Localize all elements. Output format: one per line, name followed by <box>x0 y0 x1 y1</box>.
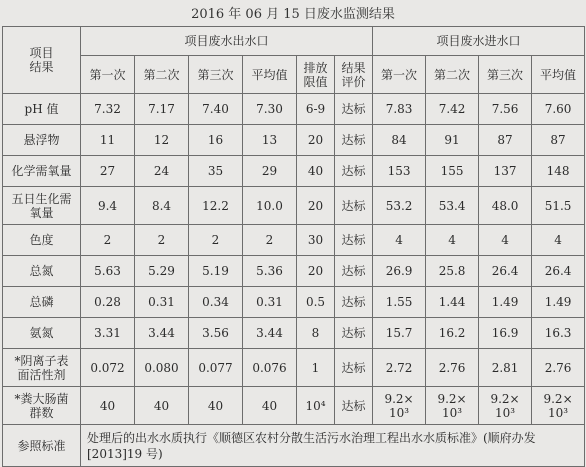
header-column-row <box>3 56 585 94</box>
outlet-value-cell: 2 <box>135 225 189 256</box>
corner-bottom-label: 结果 <box>29 60 54 74</box>
inlet-value-cell: 1.55 <box>373 287 426 318</box>
inlet-value-cell: 155 <box>426 156 479 187</box>
corner-header-cell <box>3 27 81 94</box>
limit-value-cell: 40 <box>297 156 335 187</box>
evaluation-cell: 达标 <box>335 156 373 187</box>
inlet-value-cell: 9.2× 10³ <box>426 387 479 425</box>
table-row <box>3 387 585 425</box>
outlet-value-cell: 8.4 <box>135 187 189 225</box>
inlet-col-header: 第三次 <box>479 56 532 94</box>
outlet-value-cell: 35 <box>189 156 243 187</box>
inlet-value-cell: 2.81 <box>479 349 532 387</box>
row-item-label: 总氮 <box>3 256 81 287</box>
inlet-value-cell: 16.9 <box>479 318 532 349</box>
row-item-label: *粪大肠菌 群数 <box>3 387 81 425</box>
inlet-value-cell: 2.76 <box>426 349 479 387</box>
outlet-value-cell: 12 <box>135 125 189 156</box>
table-row <box>3 318 585 349</box>
outlet-col-header: 平均值 <box>243 56 297 94</box>
outlet-col-header: 第二次 <box>135 56 189 94</box>
inlet-value-cell: 7.42 <box>426 94 479 125</box>
inlet-value-cell: 26.4 <box>532 256 585 287</box>
outlet-value-cell: 12.2 <box>189 187 243 225</box>
table-row <box>3 156 585 187</box>
row-item-label: 悬浮物 <box>3 125 81 156</box>
table-row <box>3 287 585 318</box>
outlet-value-cell: 3.56 <box>189 318 243 349</box>
table-row <box>3 225 585 256</box>
inlet-value-cell: 91 <box>426 125 479 156</box>
document-title: 2016 年 06 月 15 日废水监测结果 <box>191 7 395 22</box>
inlet-value-cell: 4 <box>426 225 479 256</box>
limit-value-cell: 20 <box>297 256 335 287</box>
table-row <box>3 125 585 156</box>
limit-value-cell: 30 <box>297 225 335 256</box>
inlet-value-cell: 87 <box>532 125 585 156</box>
inlet-value-cell: 15.7 <box>373 318 426 349</box>
inlet-value-cell: 9.2× 10³ <box>532 387 585 425</box>
outlet-value-cell: 0.31 <box>135 287 189 318</box>
inlet-value-cell: 7.83 <box>373 94 426 125</box>
outlet-value-cell: 27 <box>81 156 135 187</box>
inlet-value-cell: 7.60 <box>532 94 585 125</box>
outlet-value-cell: 3.31 <box>81 318 135 349</box>
inlet-value-cell: 26.9 <box>373 256 426 287</box>
inlet-value-cell: 4 <box>532 225 585 256</box>
row-item-label: 氨氮 <box>3 318 81 349</box>
outlet-value-cell: 2 <box>189 225 243 256</box>
outlet-value-cell: 0.072 <box>81 349 135 387</box>
inlet-col-header: 第一次 <box>373 56 426 94</box>
inlet-col-header: 平均值 <box>532 56 585 94</box>
inlet-value-cell: 16.3 <box>532 318 585 349</box>
inlet-col-header: 第二次 <box>426 56 479 94</box>
outlet-value-cell: 0.077 <box>189 349 243 387</box>
outlet-value-cell: 7.40 <box>189 94 243 125</box>
outlet-value-cell: 29 <box>243 156 297 187</box>
inlet-value-cell: 87 <box>479 125 532 156</box>
outlet-value-cell: 5.63 <box>81 256 135 287</box>
outlet-value-cell: 24 <box>135 156 189 187</box>
inlet-value-cell: 84 <box>373 125 426 156</box>
inlet-value-cell: 9.2× 10³ <box>373 387 426 425</box>
inlet-value-cell: 1.49 <box>532 287 585 318</box>
limit-value-cell: 6-9 <box>297 94 335 125</box>
inlet-value-cell: 2.76 <box>532 349 585 387</box>
table-row <box>3 349 585 387</box>
inlet-value-cell: 53.4 <box>426 187 479 225</box>
evaluation-cell: 达标 <box>335 187 373 225</box>
outlet-group-header: 项目废水出水口 <box>81 27 373 56</box>
inlet-value-cell: 153 <box>373 156 426 187</box>
inlet-value-cell: 51.5 <box>532 187 585 225</box>
inlet-value-cell: 9.2× 10³ <box>479 387 532 425</box>
corner-top-label: 项目 <box>29 46 54 60</box>
outlet-col-header: 第三次 <box>189 56 243 94</box>
outlet-value-cell: 40 <box>135 387 189 425</box>
outlet-value-cell: 11 <box>81 125 135 156</box>
outlet-value-cell: 40 <box>81 387 135 425</box>
row-item-label: 总磷 <box>3 287 81 318</box>
table-row <box>3 187 585 225</box>
inlet-value-cell: 4 <box>373 225 426 256</box>
outlet-value-cell: 2 <box>81 225 135 256</box>
limit-value-cell: 8 <box>297 318 335 349</box>
inlet-value-cell: 1.44 <box>426 287 479 318</box>
outlet-value-cell: 13 <box>243 125 297 156</box>
row-item-label: *阴离子表 面活性剂 <box>3 349 81 387</box>
evaluation-cell: 达标 <box>335 125 373 156</box>
row-item-label: 五日生化需 氧量 <box>3 187 81 225</box>
outlet-value-cell: 40 <box>189 387 243 425</box>
evaluation-cell: 达标 <box>335 349 373 387</box>
table-row <box>3 94 585 125</box>
reference-standard-text: 处理后的出水水质执行《顺德区农村分散生活污水治理工程出水水质标准》(顺府办发[2013]19 号) <box>81 425 585 467</box>
reference-row <box>3 425 585 467</box>
outlet-value-cell: 7.32 <box>81 94 135 125</box>
outlet-value-cell: 3.44 <box>243 318 297 349</box>
evaluation-cell: 达标 <box>335 318 373 349</box>
table-row <box>3 256 585 287</box>
inlet-value-cell: 4 <box>479 225 532 256</box>
limit-value-cell: 1 <box>297 349 335 387</box>
inlet-value-cell: 48.0 <box>479 187 532 225</box>
inlet-group-header: 项目废水进水口 <box>373 27 585 56</box>
row-item-label: 色度 <box>3 225 81 256</box>
outlet-value-cell: 3.44 <box>135 318 189 349</box>
outlet-value-cell: 40 <box>243 387 297 425</box>
evaluation-cell: 达标 <box>335 387 373 425</box>
header-group-row <box>3 27 585 56</box>
limit-value-cell: 10⁴ <box>297 387 335 425</box>
evaluation-cell: 达标 <box>335 225 373 256</box>
inlet-value-cell: 16.2 <box>426 318 479 349</box>
outlet-value-cell: 16 <box>189 125 243 156</box>
limit-value-cell: 20 <box>297 125 335 156</box>
outlet-value-cell: 10.0 <box>243 187 297 225</box>
inlet-value-cell: 2.72 <box>373 349 426 387</box>
evaluation-cell: 达标 <box>335 94 373 125</box>
limit-value-cell: 20 <box>297 187 335 225</box>
outlet-value-cell: 0.34 <box>189 287 243 318</box>
monitoring-results-table <box>2 26 585 467</box>
outlet-value-cell: 2 <box>243 225 297 256</box>
outlet-col-header: 第一次 <box>81 56 135 94</box>
outlet-value-cell: 7.17 <box>135 94 189 125</box>
outlet-value-cell: 0.080 <box>135 349 189 387</box>
inlet-value-cell: 148 <box>532 156 585 187</box>
row-item-label: 化学需氧量 <box>3 156 81 187</box>
outlet-value-cell: 0.31 <box>243 287 297 318</box>
evaluation-cell: 达标 <box>335 256 373 287</box>
outlet-value-cell: 7.30 <box>243 94 297 125</box>
inlet-value-cell: 25.8 <box>426 256 479 287</box>
outlet-value-cell: 0.28 <box>81 287 135 318</box>
limit-value-cell: 0.5 <box>297 287 335 318</box>
inlet-value-cell: 26.4 <box>479 256 532 287</box>
outlet-value-cell: 5.36 <box>243 256 297 287</box>
outlet-value-cell: 0.076 <box>243 349 297 387</box>
outlet-value-cell: 5.29 <box>135 256 189 287</box>
reference-label: 参照标准 <box>3 425 81 467</box>
inlet-value-cell: 53.2 <box>373 187 426 225</box>
inlet-value-cell: 1.49 <box>479 287 532 318</box>
limit-col-header: 排放 限值 <box>297 56 335 94</box>
outlet-value-cell: 9.4 <box>81 187 135 225</box>
outlet-value-cell: 5.19 <box>189 256 243 287</box>
row-item-label: pH 值 <box>3 94 81 125</box>
inlet-value-cell: 137 <box>479 156 532 187</box>
inlet-value-cell: 7.56 <box>479 94 532 125</box>
evaluation-cell: 达标 <box>335 287 373 318</box>
eval-col-header: 结果 评价 <box>335 56 373 94</box>
